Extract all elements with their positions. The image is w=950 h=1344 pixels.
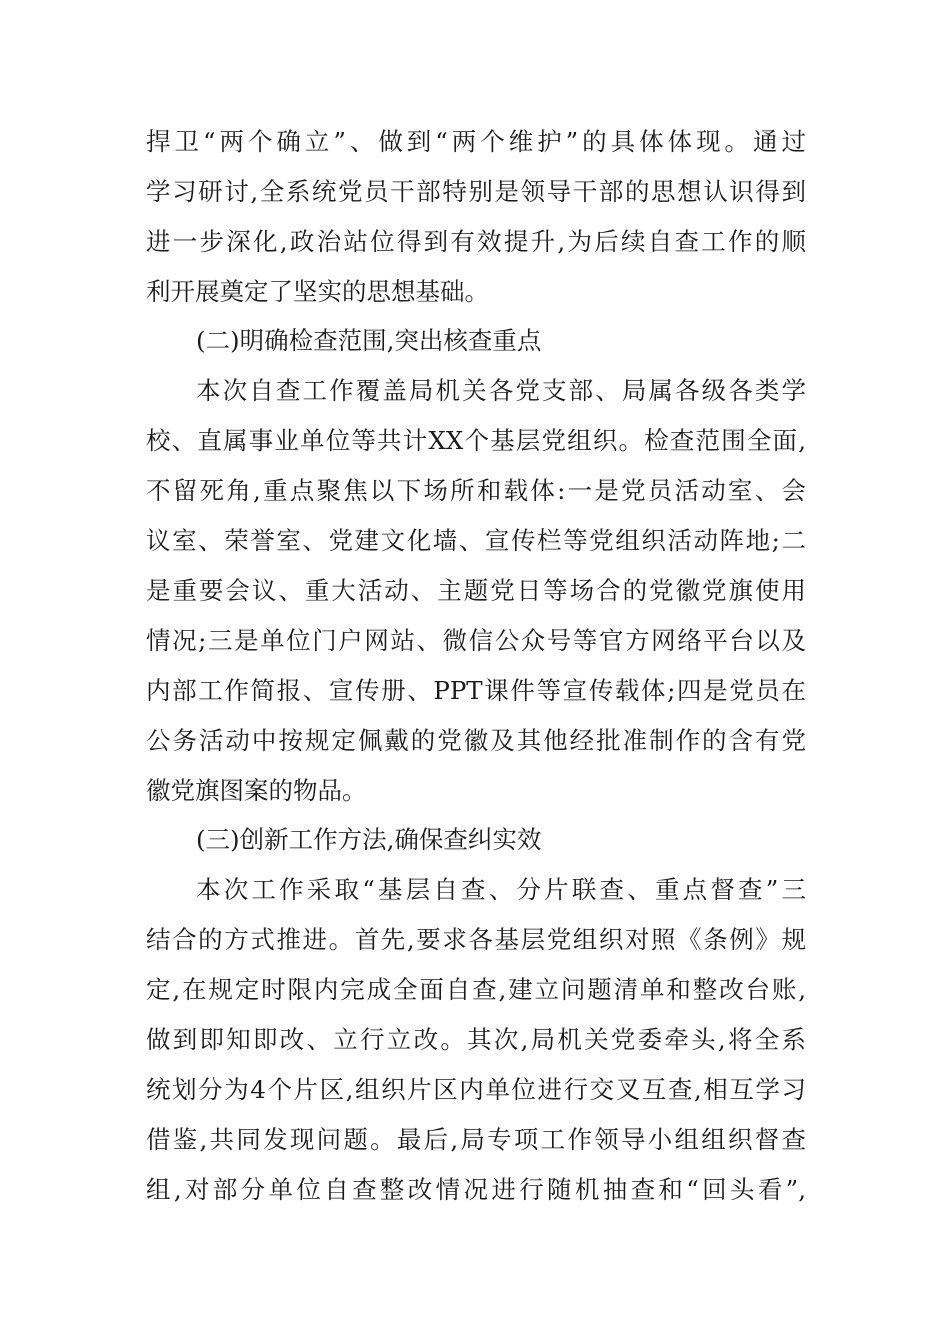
paragraph-line: 结合的方式推进。首先,要求各基层党组织对照《条例》规	[146, 925, 806, 954]
paragraph-line: 情况;三是单位门户网站、微信公众号等官方网络平台以及	[146, 626, 806, 655]
paragraph-line: 是重要会议、重大活动、主题党日等场合的党徽党旗使用	[146, 576, 806, 605]
paragraph-line: 本次工作采取“基层自查、分片联查、重点督查”三	[196, 875, 806, 904]
paragraph-line: 议室、荣誉室、党建文化墙、宣传栏等党组织活动阵地;二	[146, 526, 806, 555]
paragraph-line: 组,对部分单位自查整改情况进行随机抽查和“回头看”,	[146, 1175, 806, 1204]
section-heading: (三)创新工作方法,确保查纠实效	[196, 825, 542, 854]
paragraph-line: 校、直属事业单位等共计XX个基层党组织。检查范围全面,	[146, 426, 806, 455]
paragraph-line: 公务活动中按规定佩戴的党徽及其他经批准制作的含有党	[146, 726, 806, 755]
paragraph-line: 捍卫“两个确立”、做到“两个维护”的具体体现。通过	[146, 127, 806, 156]
paragraph-line: 不留死角,重点聚焦以下场所和载体:一是党员活动室、会	[146, 476, 806, 505]
paragraph-line: 定,在规定时限内完成全面自查,建立问题清单和整改台账,	[146, 975, 806, 1004]
section-heading: (二)明确检查范围,突出核查重点	[196, 326, 542, 355]
paragraph-line: 学习研讨,全系统党员干部特别是领导干部的思想认识得到	[146, 177, 806, 206]
paragraph-line: 进一步深化,政治站位得到有效提升,为后续自查工作的顺	[146, 227, 806, 256]
paragraph-line: 借鉴,共同发现问题。最后,局专项工作领导小组组织督查	[146, 1125, 806, 1154]
paragraph-line: 本次自查工作覆盖局机关各党支部、局属各级各类学	[196, 376, 806, 405]
paragraph-line: 利开展奠定了坚实的思想基础。	[146, 277, 489, 306]
paragraph-line: 徽党旗图案的物品。	[146, 776, 367, 805]
paragraph-line: 统划分为4个片区,组织片区内单位进行交叉互查,相互学习	[146, 1075, 806, 1104]
paragraph-line: 做到即知即改、立行立改。其次,局机关党委牵头,将全系	[146, 1025, 806, 1054]
paragraph-line: 内部工作简报、宣传册、PPT课件等宣传载体;四是党员在	[146, 676, 806, 705]
